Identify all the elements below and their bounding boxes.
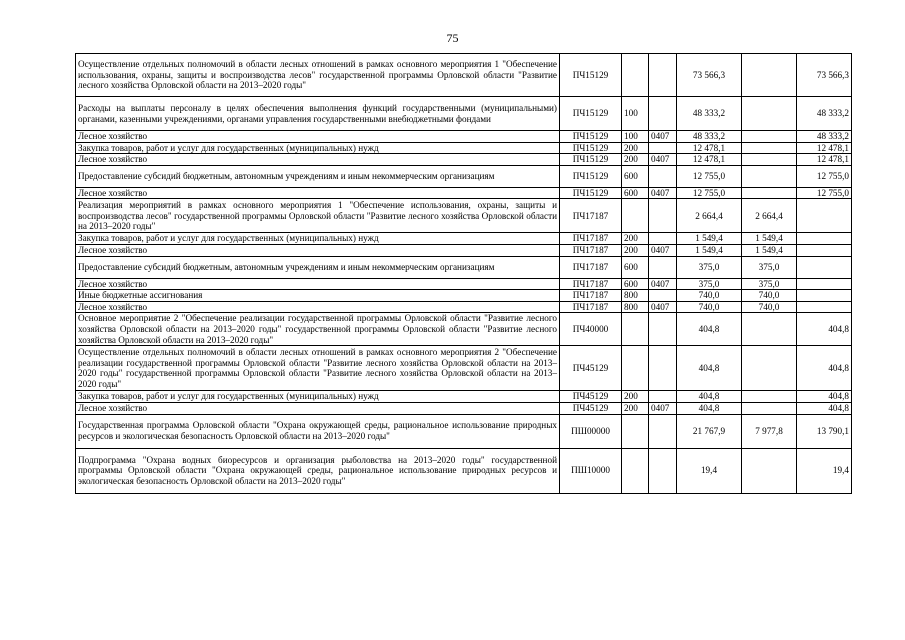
row-sum-regional-cell (797, 290, 852, 302)
row-sum-total-cell: 2 664,4 (677, 199, 742, 233)
row-sum-federal-cell (742, 154, 797, 166)
row-sum-regional-cell: 73 566,3 (797, 54, 852, 97)
row-code-cell: ПЧ17187 (560, 199, 622, 233)
row-name-cell: Лесное хозяйство (76, 301, 560, 313)
row-sum-total-cell: 48 333,2 (677, 97, 742, 131)
row-code-cell: ПЧ15129 (560, 165, 622, 187)
row-expense-type-cell: 800 (622, 290, 649, 302)
table-row (76, 346, 852, 391)
row-name-cell: Государственная программа Орловской области "Охрана окружающей среды, рациональное использование природных ресурсов и экологическая безопасность Орловской области на 2013–2020 годы" (76, 414, 560, 448)
row-section-cell: 0407 (649, 402, 677, 414)
table-row (76, 313, 852, 346)
row-expense-type-cell: 200 (622, 402, 649, 414)
table-row (76, 290, 852, 302)
row-sum-regional-cell: 12 755,0 (797, 165, 852, 187)
row-sum-federal-cell (742, 165, 797, 187)
row-expense-type-cell: 100 (622, 97, 649, 131)
row-sum-federal-cell: 1 549,4 (742, 244, 797, 256)
row-sum-federal-cell: 7 977,8 (742, 414, 797, 448)
row-name-cell: Расходы на выплаты персоналу в целях обеспечения выполнения функций государственными (муниципальными) органами, казенными учреждениями, органами управления государственными внебюджетными фондами (76, 97, 560, 131)
row-sum-federal-cell: 740,0 (742, 290, 797, 302)
table-row (76, 414, 852, 448)
row-code-cell: ПЧ45129 (560, 346, 622, 391)
row-code-cell: ПЧ17187 (560, 301, 622, 313)
row-section-cell (649, 448, 677, 493)
table-row (76, 97, 852, 131)
row-sum-total-cell: 740,0 (677, 301, 742, 313)
row-sum-regional-cell (797, 199, 852, 233)
row-sum-federal-cell: 740,0 (742, 301, 797, 313)
row-code-cell: ПЧ45129 (560, 402, 622, 414)
row-section-cell (649, 165, 677, 187)
row-expense-type-cell: 600 (622, 187, 649, 199)
row-expense-type-cell: 600 (622, 256, 649, 278)
row-sum-total-cell: 19,4 (677, 448, 742, 493)
page-number: 75 (446, 31, 459, 45)
row-name-cell: Реализация мероприятий в рамках основного мероприятия 1 "Обеспечение использования, охраны, защиты и воспроизводства лесов" государственной программы Орловской области "Развитие лесного хозяйства Орловской области на 2013–2020 годы" (76, 199, 560, 233)
row-name-cell: Закупка товаров, работ и услуг для государственных (муниципальных) нужд (76, 391, 560, 403)
row-expense-type-cell (622, 313, 649, 346)
row-section-cell (649, 199, 677, 233)
table-row (76, 131, 852, 143)
row-section-cell (649, 54, 677, 97)
row-expense-type-cell: 800 (622, 301, 649, 313)
table-body (76, 54, 852, 494)
row-sum-total-cell: 21 767,9 (677, 414, 742, 448)
row-sum-total-cell: 12 478,1 (677, 142, 742, 154)
row-name-cell: Закупка товаров, работ и услуг для государственных (муниципальных) нужд (76, 142, 560, 154)
row-name-cell: Подпрограмма "Охрана водных биоресурсов и организация рыболовства на 2013–2020 годы" государственной программы Орловской области "Охрана окружающей среды, рациональное использование природных ресурсов и экологическая безопасность Орловской области на 2013–2020 годы" (76, 448, 560, 493)
row-section-cell (649, 313, 677, 346)
table-row (76, 301, 852, 313)
row-sum-federal-cell (742, 54, 797, 97)
row-section-cell (649, 290, 677, 302)
row-expense-type-cell: 200 (622, 154, 649, 166)
row-sum-federal-cell: 2 664,4 (742, 199, 797, 233)
row-code-cell: ПЧ15129 (560, 97, 622, 131)
row-sum-federal-cell: 375,0 (742, 278, 797, 290)
row-expense-type-cell: 200 (622, 391, 649, 403)
row-name-cell: Иные бюджетные ассигнования (76, 290, 560, 302)
row-sum-federal-cell (742, 448, 797, 493)
row-sum-total-cell: 404,8 (677, 402, 742, 414)
row-sum-total-cell: 404,8 (677, 391, 742, 403)
row-section-cell: 0407 (649, 244, 677, 256)
table-row (76, 54, 852, 97)
row-sum-federal-cell (742, 346, 797, 391)
row-code-cell: ПЧ17187 (560, 233, 622, 245)
table-row (76, 165, 852, 187)
table-row (76, 448, 852, 493)
row-code-cell: ПЧ17187 (560, 278, 622, 290)
row-code-cell: ПШ00000 (560, 414, 622, 448)
row-expense-type-cell: 200 (622, 233, 649, 245)
row-name-cell: Лесное хозяйство (76, 131, 560, 143)
row-sum-federal-cell: 375,0 (742, 256, 797, 278)
row-name-cell: Основное мероприятие 2 "Обеспечение реализации государственной программы Орловской области "Развитие лесного хозяйства Орловской области на 2013–2020 годы" государственной программы Орловской области "Развитие лесного хозяйства Орловской области на 2013–2020 годы" (76, 313, 560, 346)
row-sum-federal-cell (742, 187, 797, 199)
row-section-cell (649, 142, 677, 154)
row-sum-total-cell: 12 755,0 (677, 187, 742, 199)
row-expense-type-cell: 600 (622, 165, 649, 187)
row-name-cell: Осуществление отдельных полномочий в области лесных отношений в рамках основного мероприятия 2 "Обеспечение реализации государственной программы Орловской области "Развитие лесного хозяйства Орловской области на 2013–2020 годы" государственной программы Орловской области "Развитие лесного хозяйства Орловской области на 2013–2020 годы" (76, 346, 560, 391)
row-section-cell: 0407 (649, 131, 677, 143)
table-row (76, 244, 852, 256)
budget-table (75, 53, 852, 494)
row-section-cell: 0407 (649, 301, 677, 313)
row-sum-federal-cell (742, 402, 797, 414)
row-code-cell: ПЧ17187 (560, 290, 622, 302)
row-sum-total-cell: 48 333,2 (677, 131, 742, 143)
table-row (76, 233, 852, 245)
table-row (76, 199, 852, 233)
row-code-cell: ПЧ15129 (560, 131, 622, 143)
row-sum-total-cell: 73 566,3 (677, 54, 742, 97)
row-name-cell: Предоставление субсидий бюджетным, автономным учреждениям и иным некоммерческим организациям (76, 256, 560, 278)
row-expense-type-cell: 100 (622, 131, 649, 143)
row-name-cell: Лесное хозяйство (76, 154, 560, 166)
row-section-cell (649, 346, 677, 391)
row-expense-type-cell (622, 199, 649, 233)
table-row (76, 402, 852, 414)
row-sum-total-cell: 1 549,4 (677, 233, 742, 245)
row-name-cell: Осуществление отдельных полномочий в области лесных отношений в рамках основного мероприятия 1 "Обеспечение использования, охраны, защиты и воспроизводства лесов" государственной программы Орловской области "Развитие лесного хозяйства Орловской области на 2013–2020 годы" (76, 54, 560, 97)
row-sum-total-cell: 12 755,0 (677, 165, 742, 187)
row-name-cell: Предоставление субсидий бюджетным, автономным учреждениям и иным некоммерческим организациям (76, 165, 560, 187)
row-expense-type-cell (622, 346, 649, 391)
row-expense-type-cell (622, 414, 649, 448)
row-code-cell: ПЧ15129 (560, 187, 622, 199)
row-sum-regional-cell: 404,8 (797, 313, 852, 346)
row-code-cell: ПЧ15129 (560, 54, 622, 97)
row-sum-regional-cell: 48 333,2 (797, 97, 852, 131)
row-expense-type-cell (622, 54, 649, 97)
row-name-cell: Лесное хозяйство (76, 278, 560, 290)
row-sum-total-cell: 404,8 (677, 346, 742, 391)
row-sum-total-cell: 375,0 (677, 256, 742, 278)
table-row (76, 278, 852, 290)
row-sum-federal-cell: 1 549,4 (742, 233, 797, 245)
table-row (76, 187, 852, 199)
table-row (76, 256, 852, 278)
row-sum-regional-cell: 404,8 (797, 402, 852, 414)
row-sum-regional-cell (797, 278, 852, 290)
row-expense-type-cell (622, 448, 649, 493)
table-row (76, 391, 852, 403)
row-name-cell: Закупка товаров, работ и услуг для государственных (муниципальных) нужд (76, 233, 560, 245)
row-code-cell: ПЧ17187 (560, 244, 622, 256)
row-sum-regional-cell (797, 244, 852, 256)
row-name-cell: Лесное хозяйство (76, 187, 560, 199)
row-expense-type-cell: 200 (622, 244, 649, 256)
row-sum-federal-cell (742, 391, 797, 403)
row-sum-federal-cell (742, 313, 797, 346)
row-code-cell: ПШ10000 (560, 448, 622, 493)
row-sum-regional-cell: 19,4 (797, 448, 852, 493)
row-sum-total-cell: 12 478,1 (677, 154, 742, 166)
row-section-cell (649, 414, 677, 448)
row-code-cell: ПЧ40000 (560, 313, 622, 346)
row-sum-federal-cell (742, 131, 797, 143)
row-sum-regional-cell: 48 333,2 (797, 131, 852, 143)
row-code-cell: ПЧ17187 (560, 256, 622, 278)
table-row (76, 142, 852, 154)
row-section-cell (649, 256, 677, 278)
row-expense-type-cell: 200 (622, 142, 649, 154)
row-code-cell: ПЧ15129 (560, 142, 622, 154)
row-sum-regional-cell (797, 256, 852, 278)
row-section-cell: 0407 (649, 278, 677, 290)
row-sum-regional-cell: 12 478,1 (797, 154, 852, 166)
table-row (76, 154, 852, 166)
row-code-cell: ПЧ45129 (560, 391, 622, 403)
row-sum-federal-cell (742, 97, 797, 131)
row-sum-regional-cell: 404,8 (797, 346, 852, 391)
row-section-cell: 0407 (649, 187, 677, 199)
row-sum-total-cell: 740,0 (677, 290, 742, 302)
row-expense-type-cell: 600 (622, 278, 649, 290)
row-sum-regional-cell: 404,8 (797, 391, 852, 403)
row-section-cell (649, 233, 677, 245)
row-name-cell: Лесное хозяйство (76, 244, 560, 256)
row-sum-regional-cell (797, 233, 852, 245)
row-sum-federal-cell (742, 142, 797, 154)
row-name-cell: Лесное хозяйство (76, 402, 560, 414)
row-section-cell (649, 391, 677, 403)
row-section-cell: 0407 (649, 154, 677, 166)
row-sum-total-cell: 1 549,4 (677, 244, 742, 256)
row-sum-total-cell: 375,0 (677, 278, 742, 290)
row-sum-regional-cell: 12 755,0 (797, 187, 852, 199)
row-sum-regional-cell: 13 790,1 (797, 414, 852, 448)
row-code-cell: ПЧ15129 (560, 154, 622, 166)
row-sum-regional-cell (797, 301, 852, 313)
row-sum-regional-cell: 12 478,1 (797, 142, 852, 154)
row-sum-total-cell: 404,8 (677, 313, 742, 346)
row-section-cell (649, 97, 677, 131)
